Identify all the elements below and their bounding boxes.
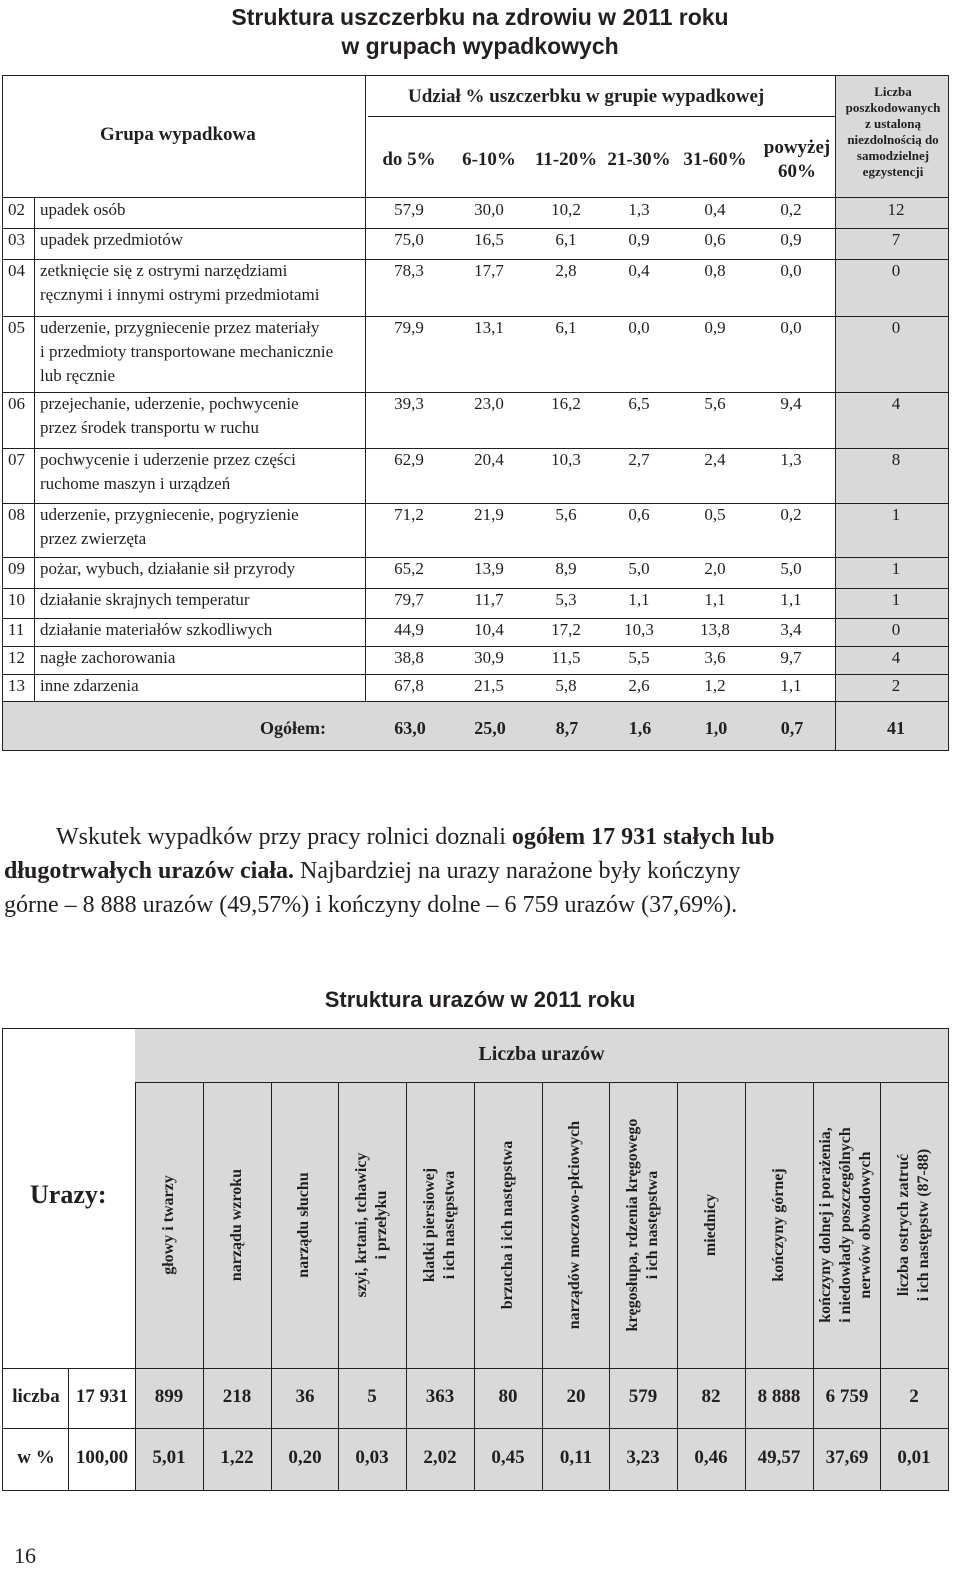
row-code: 08 [8, 505, 25, 524]
row-value: 71,2 [394, 505, 424, 524]
title-line-2: w grupach wypadkowych [341, 33, 619, 59]
row-value: 44,9 [394, 620, 424, 639]
row-value: 10,2 [551, 200, 581, 219]
row-name: inne zdarzenia [40, 676, 139, 695]
row-value: 11,7 [474, 590, 504, 609]
row-name: przejechanie, uderzenie, pochwycenie [40, 394, 299, 413]
row-value: 1 [891, 590, 901, 609]
row-code: 06 [8, 394, 25, 413]
para-l2b: Najbardziej na urazy narażone były kończyny [293, 858, 741, 884]
row-value: 39,3 [394, 394, 424, 413]
row-value: 2,7 [628, 450, 650, 469]
row-value: 17,7 [474, 261, 504, 280]
group-header: Grupa wypadkowa [100, 124, 256, 145]
row-value: 5,0 [628, 559, 650, 578]
pct-value: 49,57 [757, 1447, 801, 1468]
row-name: działanie skrajnych temperatur [40, 590, 250, 609]
rotated-col-line: kończyny dolnej i porażenia, [817, 1127, 834, 1323]
row-code: 10 [8, 590, 25, 609]
row-value: 1,2 [704, 676, 726, 695]
row-value: 0 [891, 620, 901, 639]
row-code: 11 [8, 620, 25, 639]
col-separator [338, 1082, 339, 1490]
row-value: 1,3 [780, 450, 802, 469]
row-value: 0,4 [704, 200, 726, 219]
row-value: 1,3 [628, 200, 650, 219]
col-separator [203, 1082, 204, 1490]
pct-value: 1,22 [220, 1447, 254, 1468]
rotated-col-line: narządu wzroku [228, 1168, 245, 1282]
count-value: 8 888 [757, 1386, 801, 1407]
row-value: 0,4 [628, 261, 650, 280]
row-value: 0,0 [628, 318, 650, 337]
row-value: 0,9 [704, 318, 726, 337]
row-value: 0,6 [704, 230, 726, 249]
rotated-col-header [894, 1090, 934, 1360]
pct-value: 3,23 [626, 1447, 660, 1468]
count-header-2: Liczba urazów [478, 1043, 605, 1065]
rotated-col-header [623, 1090, 663, 1360]
row-code: 07 [8, 450, 25, 469]
rotated-col-line: i ich następstwa [441, 1170, 458, 1280]
row-value: 13,1 [474, 318, 504, 337]
rotated-col-line: klatki piersiowej [421, 1167, 438, 1283]
row-value: 10,3 [551, 450, 581, 469]
pct-value: 37,69 [825, 1447, 869, 1468]
para-l2a: długotrwałych urazów ciała. [4, 858, 294, 884]
col-header: 21-30% [607, 149, 671, 170]
col-separator [609, 1082, 610, 1490]
row-code: 09 [8, 559, 25, 578]
row-value: 1,1 [780, 590, 802, 609]
total-label: Ogółem: [260, 718, 326, 738]
count-header-line: niezdolnością do [847, 132, 939, 147]
row-value: 10,4 [474, 620, 504, 639]
row-value: 2,0 [704, 559, 726, 578]
row-value: 10,3 [624, 620, 654, 639]
row-name: nagłe zachorowania [40, 648, 176, 667]
row-value: 79,7 [394, 590, 424, 609]
pct-value: 0,45 [491, 1447, 525, 1468]
rotated-col-line: i przełyku [373, 1190, 390, 1260]
rotated-col-header [352, 1090, 392, 1360]
row-value: 16,2 [551, 394, 581, 413]
row-name: upadek osób [40, 200, 126, 219]
row-value: 9,7 [780, 648, 802, 667]
row-value: 1 [891, 505, 901, 524]
row-name: przez środek transportu w ruchu [40, 418, 260, 437]
row-value: 20,4 [474, 450, 504, 469]
col-separator [474, 1082, 475, 1490]
count-value: 899 [154, 1386, 184, 1407]
count-header-line: z ustaloną [865, 116, 921, 131]
rot-bottom-line [3, 1368, 948, 1369]
row-value: 6,1 [555, 230, 577, 249]
total-value: 8,7 [555, 718, 579, 738]
row-value: 5,6 [555, 505, 577, 524]
table-row-line [3, 674, 948, 675]
row-name: pożar, wybuch, działanie sił przyrody [40, 559, 296, 578]
total-value: 41 [887, 718, 905, 738]
header-bottom-line [3, 197, 948, 198]
row-code: 03 [8, 230, 25, 249]
row-total: 100,00 [75, 1447, 129, 1468]
count-value: 579 [628, 1386, 658, 1407]
row-name: upadek przedmiotów [40, 230, 184, 249]
row-code: 04 [8, 261, 25, 280]
rotated-col-header [294, 1090, 314, 1360]
pct-value: 5,01 [152, 1447, 186, 1468]
rotated-col-header [227, 1090, 247, 1360]
row-value: 38,8 [394, 648, 424, 667]
row-value: 1,1 [704, 590, 726, 609]
row-value: 13,9 [474, 559, 504, 578]
table-row-line [3, 392, 948, 393]
row-value: 21,5 [474, 676, 504, 695]
pct-value: 0,46 [694, 1447, 728, 1468]
table-row-line [3, 316, 948, 317]
count-value: 82 [701, 1386, 721, 1407]
rotated-col-line: i niedowłady poszczególnych [837, 1127, 854, 1323]
row-value: 12 [887, 200, 905, 219]
row-value: 75,0 [394, 230, 424, 249]
row-value: 62,9 [394, 450, 424, 469]
row-value: 17,2 [551, 620, 581, 639]
row-value: 2,6 [628, 676, 650, 695]
col-separator [542, 1082, 543, 1490]
row-name: uderzenie, przygniecenie, pogryzienie [40, 505, 299, 524]
row-value: 6,5 [628, 394, 650, 413]
row-value: 11,5 [551, 648, 581, 667]
row-value: 1,1 [780, 676, 802, 695]
count-value: 80 [498, 1386, 518, 1407]
row-total: 17 931 [75, 1386, 129, 1407]
title-line-1: Struktura uszczerbku na zdrowiu w 2011 roku [231, 4, 729, 30]
share-header: Udział % uszczerbku w grupie wypadkowej [408, 86, 765, 107]
col-separator [677, 1082, 678, 1490]
row-value: 30,0 [474, 200, 504, 219]
pct-value: 0,11 [559, 1447, 593, 1468]
row-value: 0,5 [704, 505, 726, 524]
count-value: 5 [367, 1386, 377, 1407]
para-l1a: Wskutek wypadków przy pracy rolnici doznali [56, 824, 512, 850]
col-header: 6-10% [462, 149, 516, 170]
rotated-col-header [701, 1090, 721, 1360]
row-name: zetknięcie się z ostrymi narzędziami [40, 261, 288, 280]
count-separator [835, 76, 836, 750]
row-value: 8,9 [555, 559, 577, 578]
col-header: do 5% [382, 149, 436, 170]
rotated-col-line: narządów moczowo-płciowych [566, 1120, 583, 1330]
row-value: 1,1 [628, 590, 650, 609]
count-header-line: Liczba [874, 84, 912, 99]
col-separator [745, 1082, 746, 1490]
row-value: 0,6 [628, 505, 650, 524]
row-value: 3,4 [780, 620, 802, 639]
col-separator [135, 1082, 136, 1490]
row-name: pochwycenie i uderzenie przez części [40, 450, 296, 469]
row-value: 0,2 [780, 200, 802, 219]
table-row-line [3, 259, 948, 260]
pct-value: 0,01 [897, 1447, 931, 1468]
table-row-line [3, 448, 948, 449]
total-value: 25,0 [474, 718, 506, 738]
row-value: 30,9 [474, 648, 504, 667]
paragraph-line-3: górne – 8 888 urazów (49,57%) i kończyny dolne – 6 759 urazów (37,69%). [4, 892, 738, 918]
row-label: w % [17, 1447, 55, 1468]
rotated-col-line: kończyny górnej [770, 1168, 787, 1282]
pct-value: 0,03 [355, 1447, 389, 1468]
pct-value: 2,02 [423, 1447, 457, 1468]
col-header: 60% [778, 161, 816, 182]
row-name: ruchome maszyn i urządzeń [40, 474, 231, 493]
total-top-line [3, 701, 948, 702]
row-value: 9,4 [780, 394, 802, 413]
row-name: uderzenie, przygniecenie przez materiały [40, 318, 320, 337]
row-value: 0,8 [704, 261, 726, 280]
rotated-col-line: i ich następstwa [644, 1170, 661, 1280]
count-header-line: poszkodowanych [845, 100, 941, 115]
row-value: 5,3 [555, 590, 577, 609]
row-value: 1 [891, 559, 901, 578]
row-value: 0,9 [780, 230, 802, 249]
table-row-line [3, 646, 948, 647]
row-value: 7 [891, 230, 901, 249]
rotated-col-line: i ich następstw (87-88) [915, 1148, 932, 1302]
share-header-line [368, 116, 835, 117]
row-value: 0 [891, 261, 901, 280]
rotated-col-line: brzucha i ich następstwa [499, 1140, 516, 1310]
col-separator [406, 1082, 407, 1490]
row-name: przez zwierzęta [40, 529, 147, 548]
total-value: 63,0 [394, 718, 426, 738]
row-value: 6,1 [555, 318, 577, 337]
row-value: 5,0 [780, 559, 802, 578]
row-value: 2 [891, 676, 901, 695]
col-header: powyżej [763, 137, 831, 158]
row-value: 2,4 [704, 450, 726, 469]
rotated-col-line: głowy i twarzy [160, 1175, 177, 1275]
pct-value: 0,20 [288, 1447, 322, 1468]
table-row-line [3, 228, 948, 229]
total-value: 0,7 [780, 718, 804, 738]
row-value: 78,3 [394, 261, 424, 280]
row-code: 13 [8, 676, 25, 695]
row-value: 65,2 [394, 559, 424, 578]
row-value: 5,5 [628, 648, 650, 667]
row-value: 23,0 [474, 394, 504, 413]
page-number: 16 [14, 1543, 36, 1568]
table-row-line [3, 618, 948, 619]
rotated-col-header [565, 1090, 585, 1360]
row-value: 8 [891, 450, 901, 469]
rotated-col-line: liczba ostrych zatruć [895, 1153, 912, 1297]
table-row-line [3, 588, 948, 589]
row-value: 4 [891, 648, 901, 667]
rotated-col-line: nerwów obwodowych [857, 1151, 874, 1299]
row-value: 0,2 [780, 505, 802, 524]
rotated-col-header [816, 1090, 876, 1360]
count-value: 218 [222, 1386, 252, 1407]
para-l1b: ogółem 17 931 stałych lub [511, 824, 775, 850]
row-separator [3, 1428, 948, 1429]
row-name: lub ręcznie [40, 366, 116, 385]
rotated-col-header [769, 1090, 789, 1360]
row-value: 13,8 [700, 620, 730, 639]
count-header-line: samodzielnej [856, 148, 930, 163]
row-value: 0,0 [780, 261, 802, 280]
row-value: 16,5 [474, 230, 504, 249]
count-value: 20 [566, 1386, 586, 1407]
row-value: 0 [891, 318, 901, 337]
row-value: 0,0 [780, 318, 802, 337]
row-value: 5,8 [555, 676, 577, 695]
col-separator [271, 1082, 272, 1490]
total-value: 1,6 [628, 718, 652, 738]
code-separator [34, 197, 35, 701]
col-header: 11-20% [534, 149, 598, 170]
rotated-col-line: szyi, krtani, tchawicy [353, 1152, 370, 1298]
rotated-col-line: narządu słuchu [295, 1172, 312, 1278]
count-value: 6 759 [825, 1386, 869, 1407]
count-value: 2 [909, 1386, 919, 1407]
row-code: 05 [8, 318, 25, 337]
row-code: 02 [8, 200, 25, 219]
count-header [838, 84, 948, 180]
row-value: 2,8 [555, 261, 577, 280]
row-value: 5,6 [704, 394, 726, 413]
row-name: i przedmioty transportowane mechanicznie [40, 342, 334, 361]
row-value: 79,9 [394, 318, 424, 337]
row-value: 4 [891, 394, 901, 413]
col-header: 31-60% [683, 149, 747, 170]
name-separator [365, 76, 366, 701]
row-label: liczba [12, 1386, 60, 1407]
urazy-label: Urazy: [30, 1180, 107, 1209]
paragraph-line-2 [4, 854, 956, 888]
count-value: 363 [425, 1386, 455, 1407]
row-name: ręcznymi i innymi ostrymi przedmiotami [40, 285, 320, 304]
row-value: 0,9 [628, 230, 650, 249]
row-value: 57,9 [394, 200, 424, 219]
rotated-col-header [420, 1090, 460, 1360]
row-value: 67,8 [394, 676, 424, 695]
count-header-line: egzystencji [862, 164, 924, 179]
col-separator [813, 1082, 814, 1490]
count-value: 36 [295, 1386, 315, 1407]
table-row-line [3, 557, 948, 558]
row-value: 21,9 [474, 505, 504, 524]
rotated-col-line: kręgosłupa, rdzenia kręgowego [624, 1118, 641, 1332]
row-name: działanie materiałów szkodliwych [40, 620, 273, 639]
paragraph-line-1 [56, 820, 956, 854]
row-value: 3,6 [704, 648, 726, 667]
table-row-line [3, 503, 948, 504]
rotated-col-header [159, 1090, 179, 1360]
rotated-col-line: miednicy [702, 1193, 719, 1257]
rotated-col-header [498, 1090, 518, 1360]
title-2: Struktura urazów w 2011 roku [324, 987, 636, 1012]
col-separator [880, 1082, 881, 1490]
total-value: 1,0 [704, 718, 728, 738]
row-code: 12 [8, 648, 25, 667]
